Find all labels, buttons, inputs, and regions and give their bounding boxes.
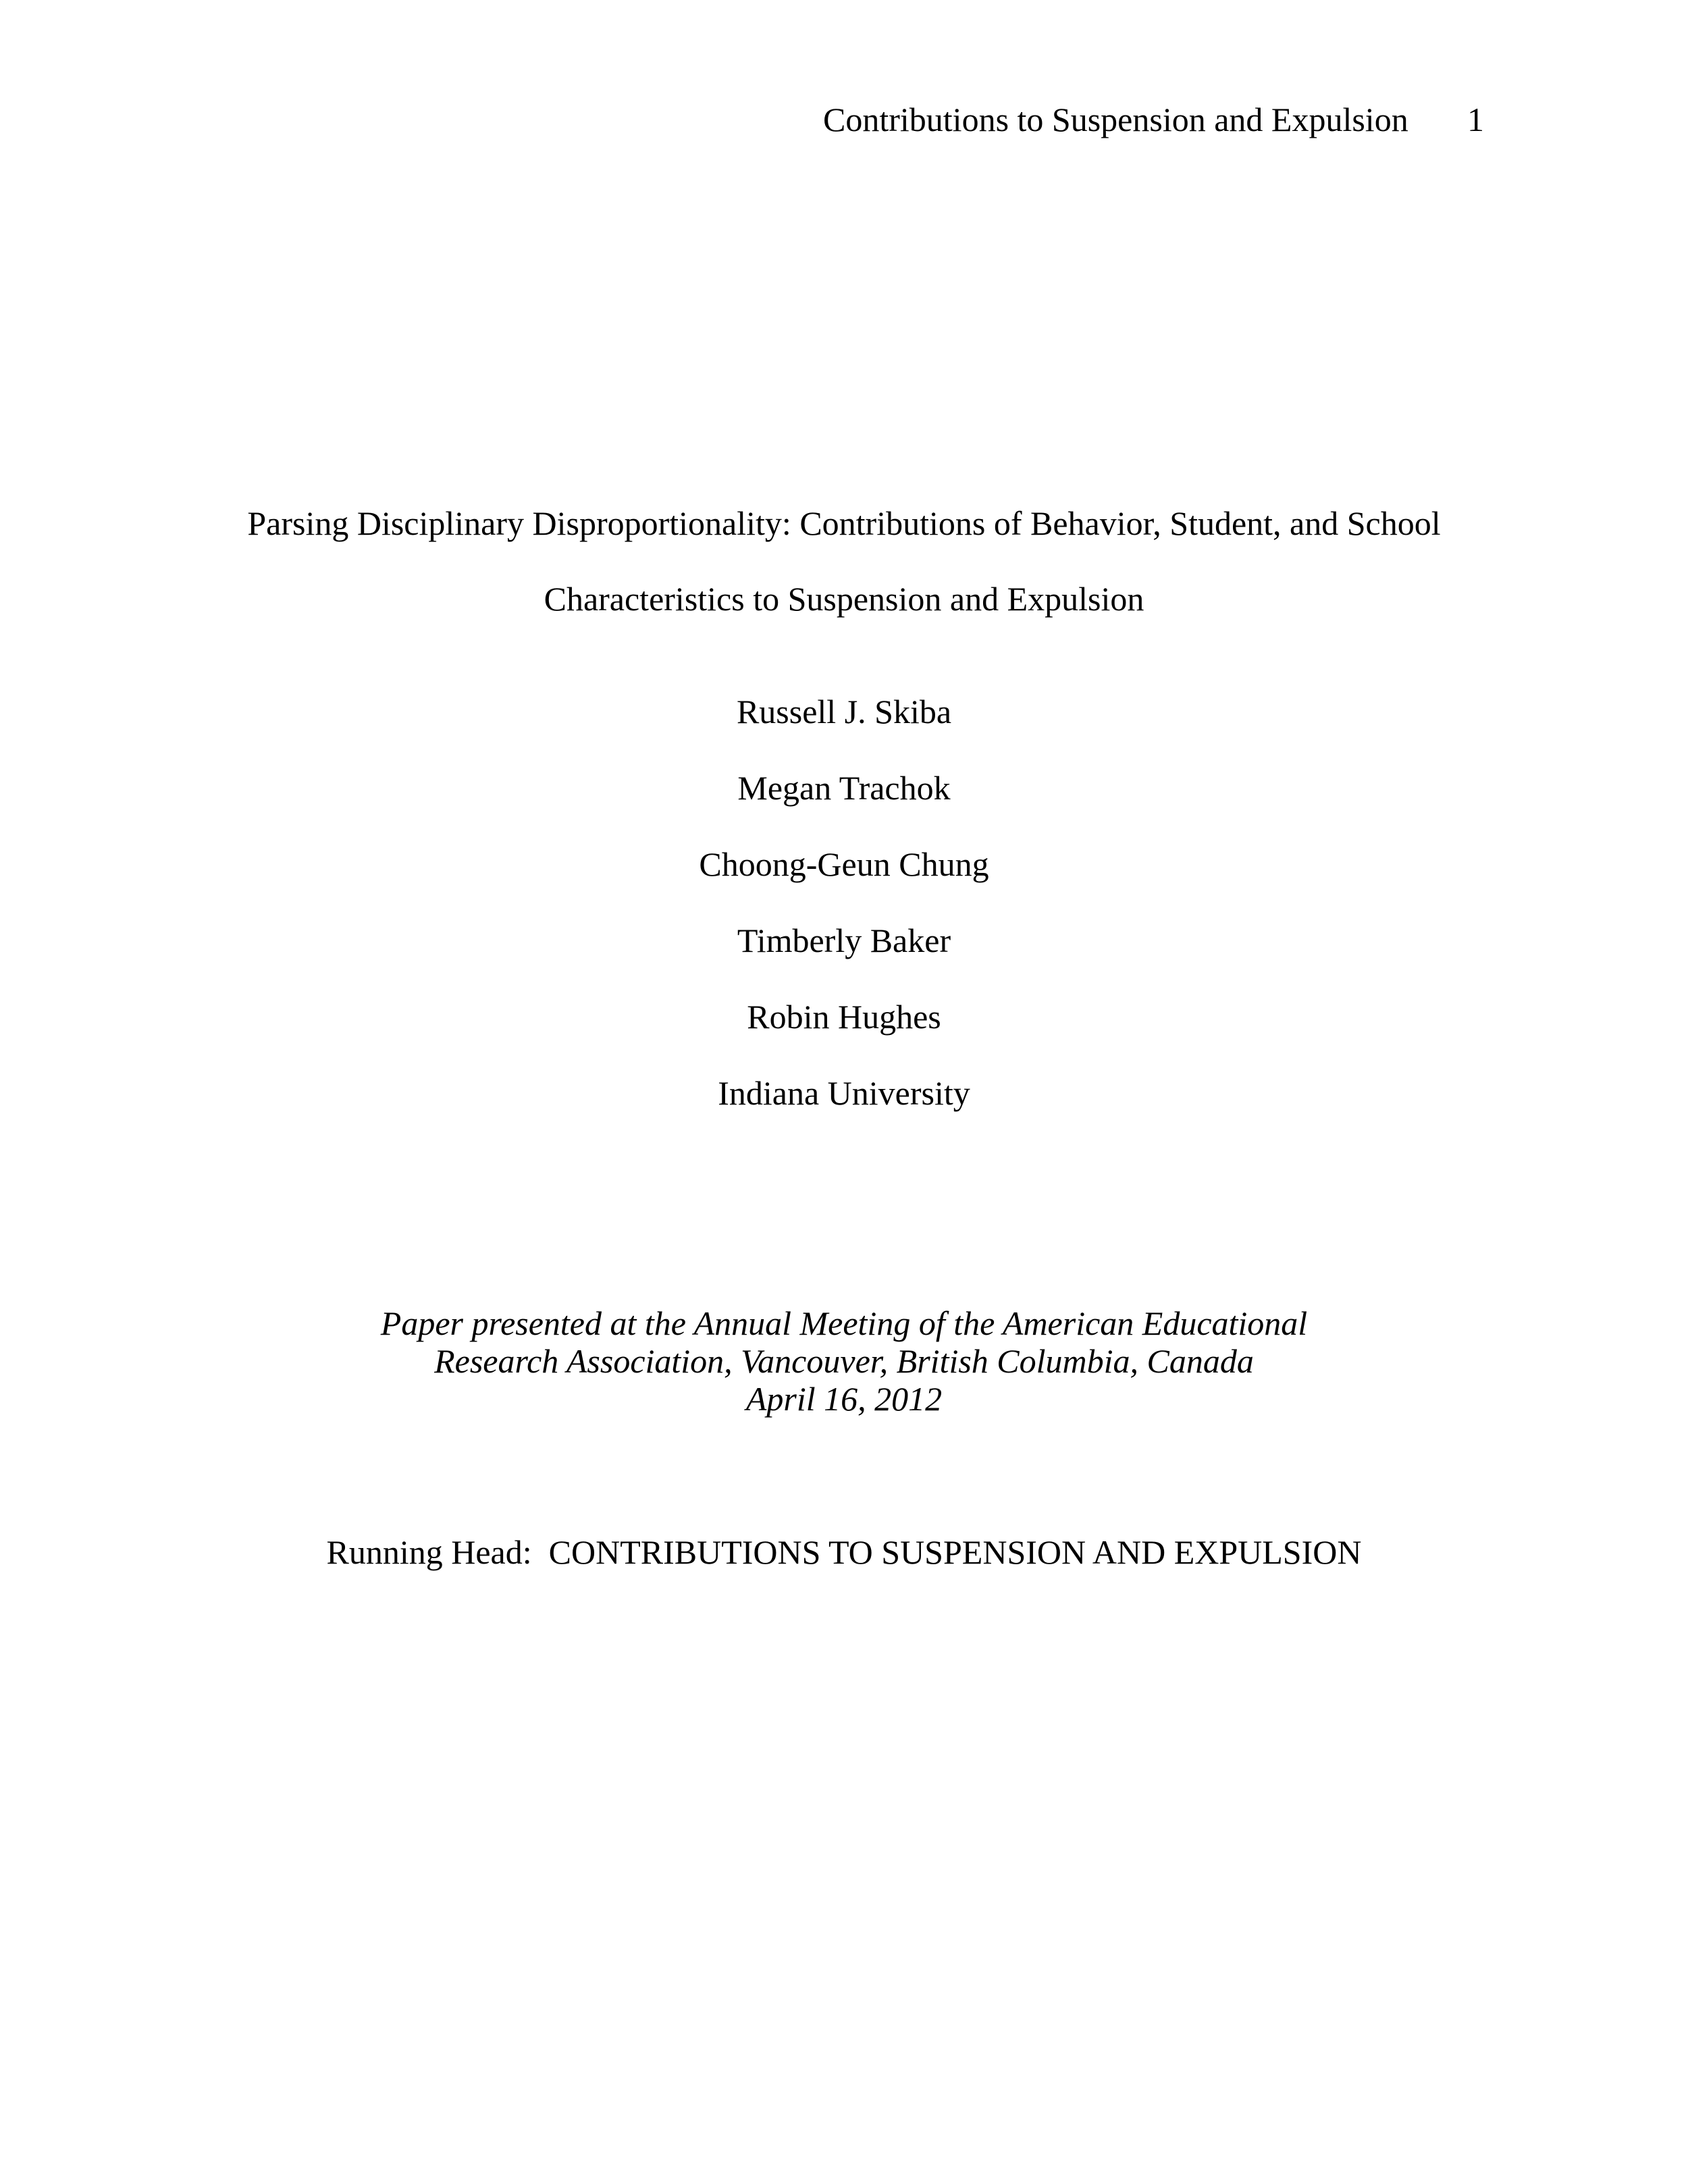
presentation-line-1: Paper presented at the Annual Meeting of the American Educational xyxy=(380,1304,1308,1342)
author-1: Russell J. Skiba xyxy=(736,693,952,730)
author-5: Robin Hughes xyxy=(747,998,941,1036)
author-3: Choong-Geun Chung xyxy=(699,845,989,883)
affiliation: Indiana University xyxy=(718,1074,970,1112)
running-head xyxy=(0,1532,1688,1572)
running-head-text: CONTRIBUTIONS TO SUSPENSION AND EXPULSION xyxy=(548,1533,1362,1571)
presentation-date: April 16, 2012 xyxy=(745,1380,943,1418)
paper-title-line-2: Characteristics to Suspension and Expulsion xyxy=(544,580,1144,618)
presentation-note xyxy=(0,1304,1688,1418)
author-4: Timberly Baker xyxy=(737,922,951,959)
page-number: 1 xyxy=(1467,101,1484,138)
author-2: Megan Trachok xyxy=(737,769,951,807)
paper-title-line-1: Parsing Disciplinary Disproportionality: Contributions of Behavior, Student, and School xyxy=(247,504,1441,542)
header-running-title: Contributions to Suspension and Expulsion xyxy=(823,101,1408,138)
running-head-label: Running Head: xyxy=(326,1533,532,1571)
presentation-line-2: Research Association, Vancouver, British Columbia, Canada xyxy=(434,1342,1254,1380)
